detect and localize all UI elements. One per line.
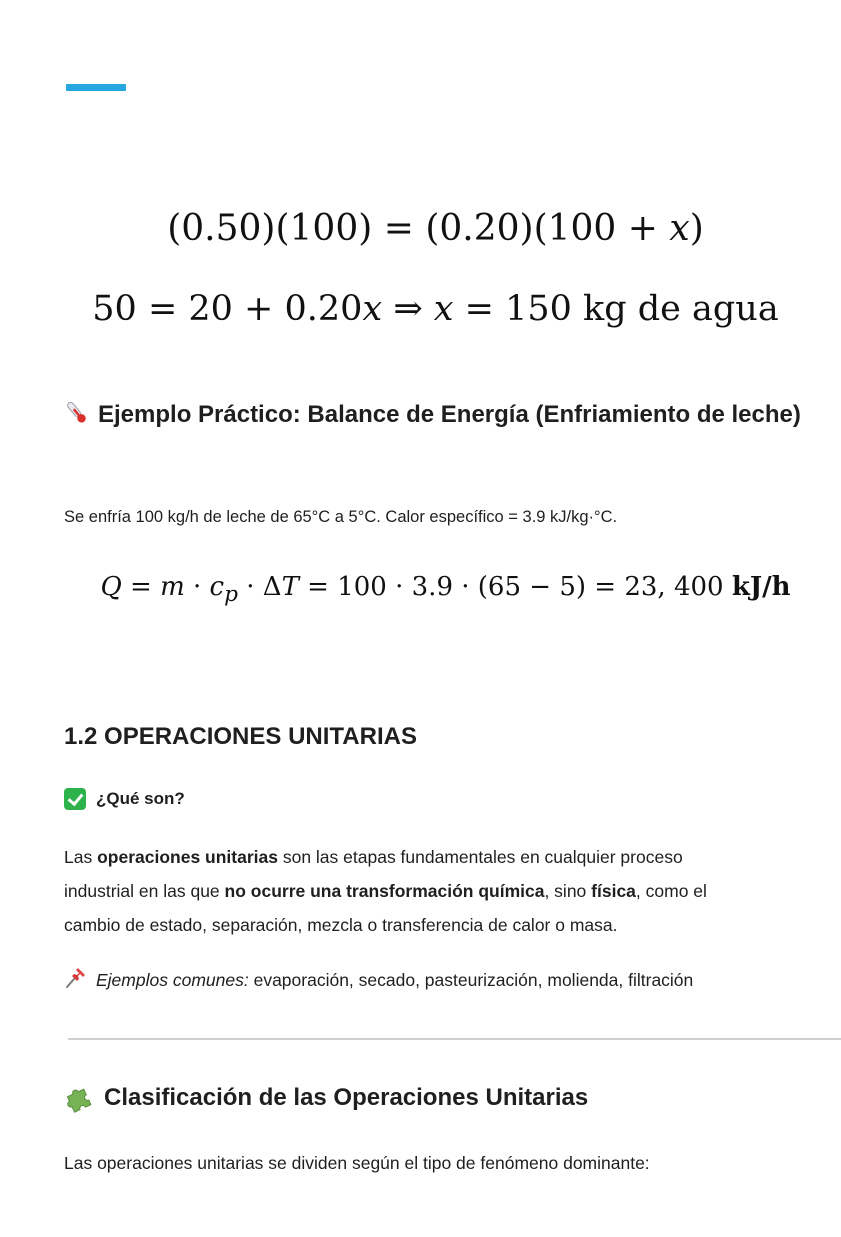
example-heading: Ejemplo Práctico: Balance de Energía (Enfriamiento de leche) (64, 393, 839, 437)
energy-balance-equation: $Q = m \cdot c_p \cdot \Delta T = 100 \cdot 3.9 \cdot (65 - 5) = 23$, 400 kJ/h (100, 572, 791, 608)
pushpin-icon (64, 967, 86, 989)
thermometer-icon (64, 402, 90, 424)
definition-paragraph: Las operaciones unitarias son las etapas fundamentales en cualquier proceso industrial en las que no ocurre una transformación química, sino física, como el cambio de estado, separación, mezcla o transferencia de calor o masa. (64, 847, 707, 935)
mass-balance-solution: 50 = 20 + 0.20x ⇒ x = 150 kg de agua (92, 289, 779, 329)
example-statement: Se enfría 100 kg/h de leche de 65°C a 5°C. Calor específico = 3.9 kJ/kg·°C. (64, 508, 618, 526)
classification-heading: Clasificación de las Operaciones Unitarias (64, 1083, 588, 1113)
classification-intro: Las operaciones unitarias se dividen según el tipo de fenómeno dominante: (64, 1153, 650, 1173)
what-are-they-heading: ¿Qué son? (64, 788, 185, 810)
accent-bar (66, 84, 126, 91)
examples-paragraph: Ejemplos comunes: evaporación, secado, pasteurización, molienda, filtración (64, 963, 693, 997)
divider (68, 1038, 841, 1040)
puzzle-piece-icon (64, 1083, 94, 1113)
section-title: 1.2 OPERACIONES UNITARIAS (64, 723, 417, 750)
check-mark-icon (64, 788, 86, 810)
mass-balance-equation: (0.50)(100) = (0.20)(100 + x) (167, 208, 704, 249)
